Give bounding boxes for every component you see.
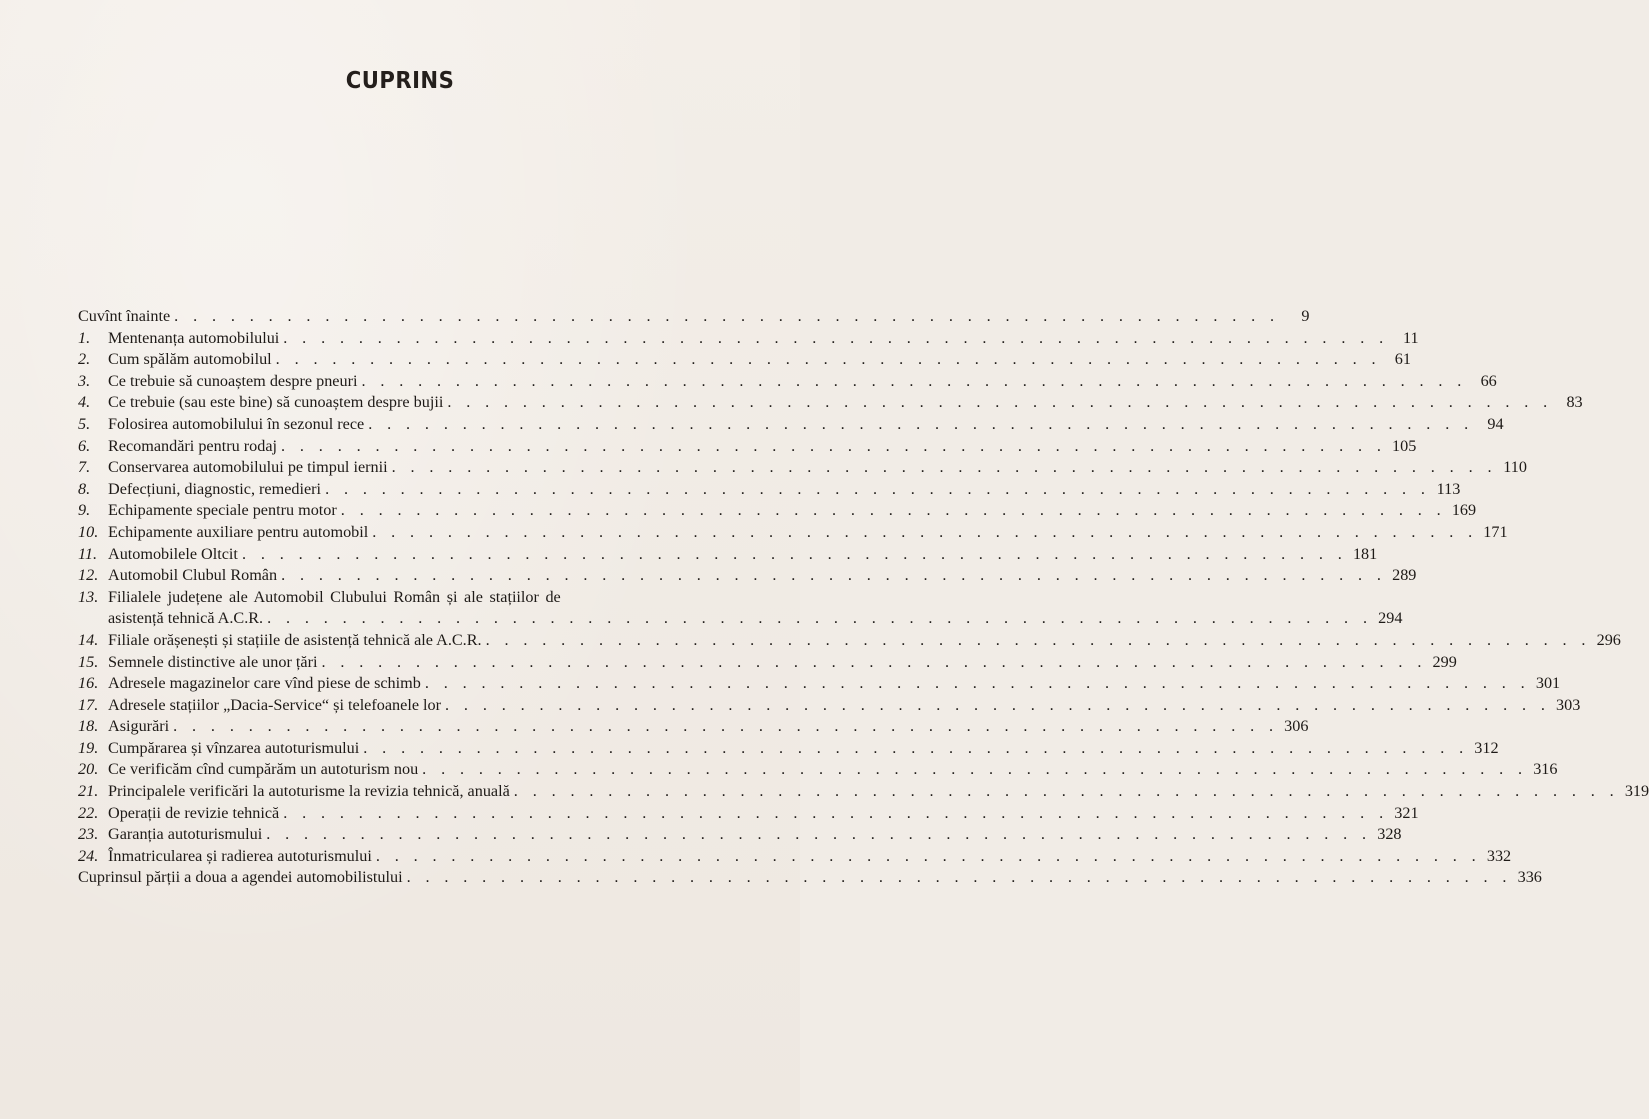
dot-leader: . . . . . . . . . . . . . . . . . . . . . . . . . . . . . . . . . . . . . . . . . . . . . . . . . . . . . . . . . . . xyxy=(267,609,1373,628)
toc-entry-page: 316 xyxy=(1533,760,1558,779)
toc-entry-page: 328 xyxy=(1377,825,1402,844)
toc-entry-number: 9. xyxy=(78,501,91,520)
toc-entry xyxy=(78,544,1378,566)
toc-entry-page: 303 xyxy=(1556,695,1581,714)
toc-entry xyxy=(78,738,1499,760)
toc-entry-title: Adresele magazinelor care vînd piese de schimb xyxy=(108,674,421,693)
toc-entry-number: 19. xyxy=(78,738,99,757)
toc-entry-page: 301 xyxy=(1535,674,1561,693)
toc-entry xyxy=(78,630,1621,652)
toc-entry-number: 15. xyxy=(78,652,99,671)
toc-entry-number: 4. xyxy=(78,393,91,412)
toc-entry xyxy=(78,500,1477,522)
toc-entry xyxy=(78,867,1542,889)
toc-entry-number: 23. xyxy=(78,825,99,844)
toc-entry-title: Cum spălăm automobilul xyxy=(108,350,272,369)
dot-leader: . . . . . . . . . . . . . . . . . . . . . . . . . . . . . . . . . . . . . . . . . . . . . . . . . . . . . . . . . . . xyxy=(340,501,1447,520)
toc-entry xyxy=(78,392,1583,414)
toc-entry xyxy=(78,479,1461,501)
toc-entry-page: 289 xyxy=(1392,566,1417,585)
toc-entry-title: Filialele județene ale Automobil Clubului Român și ale stațiilor de xyxy=(108,587,561,606)
toc-entry-page: 169 xyxy=(1451,501,1477,520)
toc-entry-page: 296 xyxy=(1596,630,1621,649)
toc-entry-number: 6. xyxy=(78,436,91,455)
toc-entry-title: Cuvînt înainte xyxy=(78,307,171,325)
dot-leader: . . . . . . . . . . . . . . . . . . . . . . . . . . . . . . . . . . . . . . . . . . . . . . . . . . . . . . . . . . . xyxy=(422,760,1528,779)
toc-entry-number: 2. xyxy=(78,350,91,369)
toc-entry-title: Cuprinsul părții a doua a agendei automobilistului xyxy=(78,868,403,887)
toc-entry-number: 8. xyxy=(78,479,91,498)
toc-entry-number: 14. xyxy=(78,630,99,649)
dot-leader: . . . . . . . . . . . . . . . . . . . . . . . . . . . . . . . . . . . . . . . . . . . . . . . . . . . . . . . . . . . xyxy=(445,695,1551,714)
toc-entry xyxy=(78,371,1497,393)
toc-entry-page: 110 xyxy=(1503,458,1527,477)
toc-entry xyxy=(78,565,1417,587)
toc-entry-title: Ce verificăm cînd cumpărăm un autoturism nou xyxy=(108,760,419,779)
dot-leader: . . . . . . . . . . . . . . . . . . . . . . . . . . . . . . . . . . . . . . . . . . . . . . . . . . . . . . . . . . . xyxy=(424,674,1531,693)
toc-entry-page: 61 xyxy=(1394,350,1411,369)
toc-entry xyxy=(78,306,1310,328)
toc-entry xyxy=(78,349,1411,371)
toc-entry-title: Defecțiuni, diagnostic, remedieri xyxy=(108,479,322,498)
toc-entry-number: 11. xyxy=(78,544,98,563)
toc-entry-title: Asigurări xyxy=(108,717,170,736)
toc-entry-title: Conservarea automobilului pe timpul iernii xyxy=(108,458,388,477)
toc-entry xyxy=(78,328,1419,350)
toc-entry xyxy=(78,436,1417,458)
dot-leader: . . . . . . . . . . . . . . . . . . . . . . . . . . . . . . . . . . . . . . . . . . . . . . . . . . . . . . . . . . . xyxy=(281,436,1387,455)
toc-entry xyxy=(78,652,1457,674)
toc-entry-page: 9 xyxy=(1301,307,1310,325)
toc-entry xyxy=(78,587,1403,630)
toc-entry-page: 306 xyxy=(1284,717,1309,736)
toc-entry-title: Filiale orășenești și stațiile de asistență tehnică ale A.C.R. xyxy=(108,630,482,649)
dot-leader: . . . . . . . . . . . . . . . . . . . . . . . . . . . . . . . . . . . . . . . . . . . . . . . . . . . . . . . . . . . xyxy=(485,630,1591,649)
toc-entry xyxy=(78,695,1581,717)
dot-leader: . . . . . . . . . . . . . . . . . . . . . . . . . . . . . . . . . . . . . . . . . . . . . . . . . . . . . . . . . . . xyxy=(281,566,1387,585)
toc-entry xyxy=(78,716,1309,738)
toc-entry-title: Cumpărarea și vînzarea autoturismului xyxy=(108,738,360,757)
toc-entry-title: Garanția autoturismului xyxy=(108,825,263,844)
toc-entry-title: Automobilele Oltcit xyxy=(108,544,238,563)
toc-entry-page: 294 xyxy=(1378,609,1403,628)
toc-entry-number: 18. xyxy=(78,717,99,736)
toc-entry-page: 66 xyxy=(1480,371,1497,390)
dot-leader: . . . . . . . . . . . . . . . . . . . . . . . . . . . . . . . . . . . . . . . . . . . . . . . . . . . . . . . . . . . xyxy=(283,328,1389,347)
toc-entry-title: Automobil Clubul Român xyxy=(108,566,278,585)
toc-entry-title: Ce trebuie (sau este bine) să cunoaștem despre bujii xyxy=(108,393,444,412)
dot-leader: . . . . . . . . . . . . . . . . . . . . . . . . . . . . . . . . . . . . . . . . . . . . . . . . . . . . . . . . . . . xyxy=(513,782,1620,801)
dot-leader: . . . . . . . . . . . . . . . . . . . . . . . . . . . . . . . . . . . . . . . . . . . . . . . . . . . . . . . . . . . xyxy=(391,458,1497,477)
toc-entry xyxy=(78,457,1527,479)
toc-entry-page: 181 xyxy=(1352,544,1378,563)
toc-entry xyxy=(78,522,1508,544)
toc-entry-number: 7. xyxy=(78,458,91,477)
toc-entry-title: Folosirea automobilului în sezonul rece xyxy=(108,414,365,433)
toc-entry-title: Înmatricularea și radierea autoturismului xyxy=(108,846,372,865)
dot-leader: . . . . . . . . . . . . . . . . . . . . . . . . . . . . . . . . . . . . . . . . . . . . . . . . . . . . . . . . . . . xyxy=(363,738,1469,757)
dot-leader: . . . . . . . . . . . . . . . . . . . . . . . . . . . . . . . . . . . . . . . . . . . . . . . . . . . . . . . . . . . xyxy=(372,522,1478,541)
toc-entry-page: 171 xyxy=(1483,522,1508,541)
toc-entry-number: 17. xyxy=(78,695,99,714)
dot-leader: . . . . . . . . . . . . . . . . . . . . . . . . . . . . . . . . . . . . . . . . . . . . . . . . . . . . . . . . . . . xyxy=(361,371,1467,390)
toc-entry-page: 113 xyxy=(1436,479,1461,498)
toc-entry-number: 1. xyxy=(78,328,91,347)
toc-entry-number: 22. xyxy=(78,803,99,822)
toc-entry-title: Echipamente speciale pentru motor xyxy=(108,501,337,520)
toc-entry-page: 336 xyxy=(1517,868,1542,887)
toc-entry-title: Semnele distinctive ale unor țări xyxy=(108,652,318,671)
toc-entry xyxy=(78,846,1512,868)
dot-leader: . . . . . . . . . . . . . . . . . . . . . . . . . . . . . . . . . . . . . . . . . . . . . . . . . . . . . . . . . . . xyxy=(406,868,1512,887)
toc-entry-title: Operații de revizie tehnică xyxy=(108,803,280,822)
toc-entry-title: Echipamente auxiliare pentru automobil xyxy=(108,522,369,541)
toc-entry xyxy=(78,824,1402,846)
toc-entry xyxy=(78,803,1419,825)
toc-entry-title: Principalele verificări la autoturisme la revizia tehnică, anuală xyxy=(108,782,510,801)
toc-entry-number: 3. xyxy=(78,371,91,390)
toc-entry-number: 16. xyxy=(78,674,99,693)
page-title: CUPRINS xyxy=(345,68,455,94)
dot-leader: . . . . . . . . . . . . . . . . . . . . . . . . . . . . . . . . . . . . . . . . . . . . . . . . . . . . . . . . . . . xyxy=(266,825,1372,844)
toc-entry-page: 83 xyxy=(1566,393,1583,412)
toc-entry-number: 21. xyxy=(78,782,99,801)
toc-entry-number: 5. xyxy=(78,414,91,433)
dot-leader: . . . . . . . . . . . . . . . . . . . . . . . . . . . . . . . . . . . . . . . . . . . . . . . . . . . . . . . . . . . xyxy=(173,717,1279,736)
toc-entry xyxy=(78,781,1649,803)
toc-entry-page: 299 xyxy=(1432,652,1457,671)
dot-leader: . . . . . . . . . . . . . . . . . . . . . . . . . . . . . . . . . . . . . . . . . . . . . . . . . . . . . . . . . . . xyxy=(325,479,1431,498)
dot-leader: . . . . . . . . . . . . . . . . . . . . . . . . . . . . . . . . . . . . . . . . . . . . . . . . . . . . . . . . . . . xyxy=(174,307,1280,325)
toc-entry-title: Mentenanța automobilului xyxy=(108,328,280,347)
toc-entry-page: 105 xyxy=(1392,436,1417,455)
toc-entry-page: 332 xyxy=(1486,846,1512,865)
toc-entry-title: Recomandări pentru rodaj xyxy=(108,436,278,455)
toc-entry-title-continued: asistență tehnică A.C.R. xyxy=(108,609,264,628)
toc-entry xyxy=(78,673,1561,695)
toc-entry xyxy=(78,414,1504,436)
dot-leader: . . . . . . . . . . . . . . . . . . . . . . . . . . . . . . . . . . . . . . . . . . . . . . . . . . . . . . . . . . . xyxy=(447,393,1553,412)
toc-entry-number: 13. xyxy=(78,587,99,606)
toc-entry-page: 94 xyxy=(1487,414,1504,433)
toc-entry-page: 312 xyxy=(1474,738,1499,757)
toc-entry-number: 10. xyxy=(78,522,99,541)
toc-entry xyxy=(78,759,1558,781)
table-of-contents xyxy=(78,306,1649,889)
dot-leader: . . . . . . . . . . . . . . . . . . . . . . . . . . . . . . . . . . . . . . . . . . . . . . . . . . . . . . . . . . . xyxy=(321,652,1427,671)
dot-leader: . . . . . . . . . . . . . . . . . . . . . . . . . . . . . . . . . . . . . . . . . . . . . . . . . . . . . . . . . . . xyxy=(375,846,1482,865)
dot-leader: . . . . . . . . . . . . . . . . . . . . . . . . . . . . . . . . . . . . . . . . . . . . . . . . . . . . . . . . . . . xyxy=(241,544,1348,563)
toc-entry-number: 24. xyxy=(78,846,99,865)
dot-leader: . . . . . . . . . . . . . . . . . . . . . . . . . . . . . . . . . . . . . . . . . . . . . . . . . . . . . . . . . . . xyxy=(368,414,1474,433)
toc-entry-page: 319 xyxy=(1624,782,1649,801)
toc-entry-title: Ce trebuie să cunoaștem despre pneuri xyxy=(108,371,358,390)
dot-leader: . . . . . . . . . . . . . . . . . . . . . . . . . . . . . . . . . . . . . . . . . . . . . . . . . . . . . . . . . . . xyxy=(283,803,1389,822)
toc-entry-page: 321 xyxy=(1394,803,1419,822)
toc-entry-title: Adresele stațiilor „Dacia-Service“ și telefoanele lor xyxy=(108,695,442,714)
toc-entry-page: 11 xyxy=(1402,328,1419,347)
toc-entry-number: 20. xyxy=(78,760,99,779)
toc-entry-number: 12. xyxy=(78,566,99,585)
dot-leader: . . . . . . . . . . . . . . . . . . . . . . . . . . . . . . . . . . . . . . . . . . . . . . . . . . . . . . . . . . . xyxy=(275,350,1381,369)
